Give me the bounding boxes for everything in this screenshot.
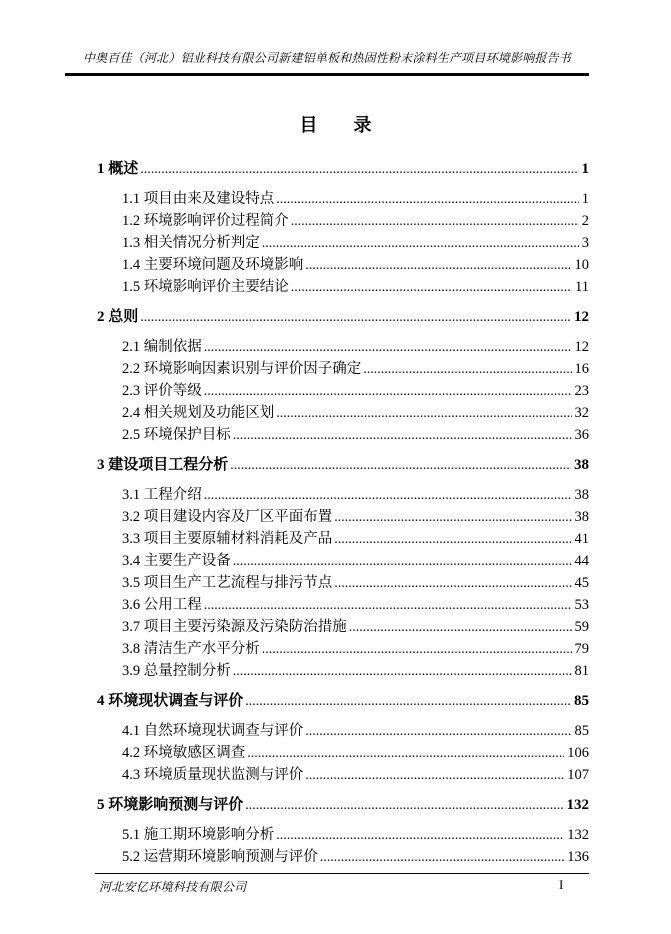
toc-entry xyxy=(97,254,589,276)
toc-entry-page: 106 xyxy=(567,745,589,761)
toc-entry-label: 3.4 主要生产设备 xyxy=(122,553,231,569)
page-title: 目 录 xyxy=(299,115,372,135)
dot-leader xyxy=(363,359,571,381)
toc-entry-page: 12 xyxy=(574,339,589,355)
header-rule xyxy=(65,73,589,76)
toc-entry xyxy=(97,572,589,594)
toc-entry-label: 4.2 环境敏感区调查 xyxy=(122,745,246,761)
toc-entry-page: 38 xyxy=(574,457,589,473)
toc-entry-label: 2.2 环境影响因素识别与评价因子确定 xyxy=(122,361,362,377)
toc-section-heading xyxy=(97,690,589,712)
toc-entry-label: 1.3 相关情况分析判定 xyxy=(122,235,260,251)
dot-leader xyxy=(233,551,572,573)
toc-entry xyxy=(97,232,589,254)
dot-leader xyxy=(204,595,572,617)
toc-entry-label: 4 环境现状调查与评价 xyxy=(97,693,244,709)
toc-entry-page: 136 xyxy=(567,849,589,865)
toc-entry-label: 1 概述 xyxy=(97,161,139,177)
dot-leader xyxy=(291,211,579,233)
toc-entry-page: 1 xyxy=(581,191,589,207)
toc-entry-label: 3.3 项目主要原辅材料消耗及产品 xyxy=(122,531,333,547)
toc-entry-page: 36 xyxy=(574,427,589,443)
dot-leader xyxy=(204,337,572,359)
toc-entry xyxy=(97,638,589,660)
toc-entry xyxy=(97,846,589,868)
dot-leader xyxy=(233,661,572,683)
dot-leader xyxy=(262,639,572,661)
toc-section-heading xyxy=(97,794,589,816)
toc-entry-label: 3.9 总量控制分析 xyxy=(122,663,231,679)
toc-entry xyxy=(97,528,589,550)
toc-entry-label: 3.5 项目生产工艺流程与排污节点 xyxy=(122,575,333,591)
toc-entry-label: 2.5 环境保护目标 xyxy=(122,427,231,443)
toc-entry xyxy=(97,188,589,210)
toc-entry xyxy=(97,824,589,846)
dot-leader xyxy=(233,425,572,447)
toc-entry-page: 1 xyxy=(581,161,589,177)
toc-entry xyxy=(97,358,589,380)
footer-page-number: I xyxy=(559,877,564,892)
toc-entry-label: 5.1 施工期环境影响分析 xyxy=(122,827,275,843)
toc-entry-page: 59 xyxy=(574,619,589,635)
toc-section-heading xyxy=(97,306,589,328)
toc-entry-page: 3 xyxy=(581,235,589,251)
dot-leader xyxy=(262,233,579,255)
toc-entry-label: 5.2 运营期环境影响预测与评价 xyxy=(122,849,318,865)
toc-entry xyxy=(97,764,589,786)
toc-entry-page: 85 xyxy=(574,693,589,709)
toc-entry-label: 1.1 项目由来及建设特点 xyxy=(122,191,275,207)
dot-leader xyxy=(349,617,572,639)
dot-leader xyxy=(276,403,571,425)
toc-entry xyxy=(97,210,589,232)
toc-entry-label: 1.2 环境影响评价过程简介 xyxy=(122,213,289,229)
toc-entry-label: 4.1 自然环境现状调查与评价 xyxy=(122,723,304,739)
toc-entry-page: 81 xyxy=(574,663,589,679)
toc-entry xyxy=(97,550,589,572)
toc-entry-page: 38 xyxy=(574,487,589,503)
toc-entry xyxy=(97,720,589,742)
dot-leader xyxy=(140,307,571,329)
toc-entry xyxy=(97,276,589,298)
dot-leader xyxy=(140,159,578,181)
toc-entry xyxy=(97,594,589,616)
toc-entry xyxy=(97,484,589,506)
toc-entry-label: 2.1 编制依据 xyxy=(122,339,202,355)
toc-entry-label: 4.3 环境质量现状监测与评价 xyxy=(122,767,304,783)
toc-entry-page: 10 xyxy=(574,257,589,273)
toc-entry xyxy=(97,616,589,638)
toc-entry-page: 132 xyxy=(566,797,589,813)
toc-entry-page: 11 xyxy=(575,279,589,295)
toc-entry xyxy=(97,336,589,358)
dot-leader xyxy=(334,507,571,529)
footer-rule xyxy=(95,873,589,874)
dot-leader xyxy=(204,381,572,403)
toc-entry-label: 3.2 项目建设内容及厂区平面布置 xyxy=(122,509,333,525)
toc-entry xyxy=(97,424,589,446)
dot-leader xyxy=(276,189,579,211)
toc-entry-page: 38 xyxy=(574,509,589,525)
toc-entry-label: 3.8 清洁生产水平分析 xyxy=(122,641,260,657)
dot-leader xyxy=(291,277,572,299)
dot-leader xyxy=(305,255,571,277)
dot-leader xyxy=(305,721,571,743)
toc-entry-label: 2 总则 xyxy=(97,309,139,325)
toc-entry-page: 107 xyxy=(567,767,589,783)
dot-leader xyxy=(245,795,563,817)
dot-leader xyxy=(334,573,571,595)
toc-entry-page: 23 xyxy=(574,383,589,399)
report-header-title: 中奥百佳（河北）铝业科技有限公司新建铝单板和热固性粉末涂料生产项目环境影响报告书 xyxy=(82,51,571,65)
toc-entry-label: 3.1 工程介绍 xyxy=(122,487,202,503)
toc-section-heading xyxy=(97,158,589,180)
toc-entry-label: 2.4 相关规划及功能区划 xyxy=(122,405,275,421)
toc-entry xyxy=(97,402,589,424)
dot-leader xyxy=(334,529,571,551)
toc-entry-page: 53 xyxy=(574,597,589,613)
toc-entry xyxy=(97,506,589,528)
toc-entry-page: 41 xyxy=(574,531,589,547)
dot-leader xyxy=(245,691,571,713)
dot-leader xyxy=(230,455,571,477)
dot-leader xyxy=(320,847,565,869)
toc-entry xyxy=(97,742,589,764)
toc-entry-label: 1.4 主要环境问题及环境影响 xyxy=(122,257,304,273)
toc-entry xyxy=(97,380,589,402)
toc-entry-page: 12 xyxy=(574,309,589,325)
footer-company: 河北安亿环境科技有限公司 xyxy=(99,880,247,894)
toc-entry-page: 132 xyxy=(567,827,589,843)
toc-entry-label: 5 环境影响预测与评价 xyxy=(97,797,244,813)
dot-leader xyxy=(204,485,572,507)
toc-entry-label: 2.3 评价等级 xyxy=(122,383,202,399)
toc-section-heading xyxy=(97,454,589,476)
toc-entry-page: 32 xyxy=(574,405,589,421)
dot-leader xyxy=(305,765,564,787)
toc-entry xyxy=(97,660,589,682)
toc-entry-label: 3 建设项目工程分析 xyxy=(97,457,229,473)
toc-entry-label: 3.7 项目主要污染源及污染防治措施 xyxy=(122,619,347,635)
toc-entry-page: 16 xyxy=(574,361,589,377)
toc-entry-page: 79 xyxy=(574,641,589,657)
dot-leader xyxy=(247,743,564,765)
toc-entry-page: 85 xyxy=(574,723,589,739)
toc-entry-page: 45 xyxy=(574,575,589,591)
toc-entry-label: 1.5 环境影响评价主要结论 xyxy=(122,279,289,295)
toc-entry-page: 44 xyxy=(574,553,589,569)
dot-leader xyxy=(276,825,564,847)
toc-entry-page: 2 xyxy=(581,213,589,229)
table-of-contents xyxy=(97,158,589,868)
toc-entry-label: 3.6 公用工程 xyxy=(122,597,202,613)
